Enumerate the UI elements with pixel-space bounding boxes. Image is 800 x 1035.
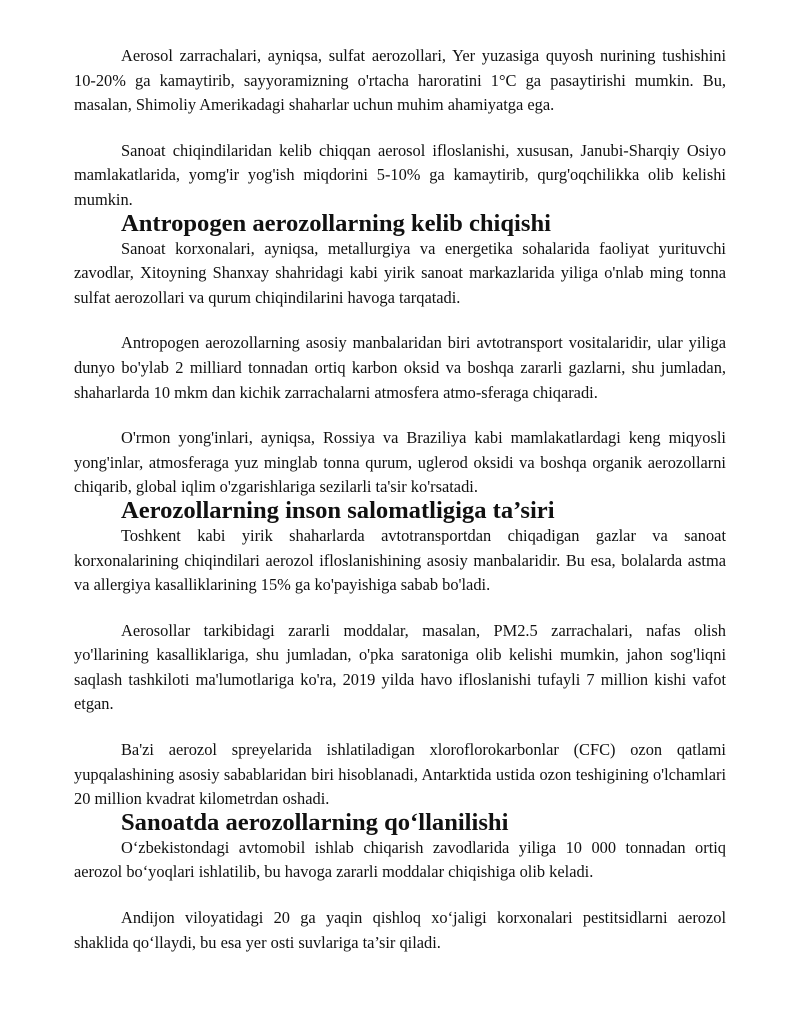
paragraph-tashkent-pollution: Toshkent kabi yirik shaharlarda avtotransportdan chiqadigan gazlar va sanoat korxonalarining chiqindilari aerozol ifloslanishining asosiy manbalaridir. Bu esa, bolalarda astma va allergiya kasalliklarining 15% ga ko'payishiga sabab bo'ladi. bbox=[74, 525, 726, 595]
paragraph-industrial-emissions: Sanoat korxonalari, ayniqsa, metallurgiya va energetika sohalarida faoliyat yurituvchi zavodlar, Xitoyning Shanxay shahridagi kabi yirik sanoat markazlarida yiliga o'nlab ming tonna sulfat aerozollari va qurum chiqindilarini havoga tarqatadi. bbox=[74, 238, 726, 307]
paragraph-pm25-health: Aerosollar tarkibidagi zararli moddalar, masalan, PM2.5 zarrachalari, nafas olish yo'llarining kasalliklariga, shu jumladan, o'pka saratoniga olib kelishi mumkin, jahon sog'liqni saqlash tashkiloti ma'lumotlariga ko'ra, 2019 yilda havo ifloslanishi tufayli 7 million kishi vafot etgan. bbox=[74, 620, 726, 714]
paragraph-aerosol-rainfall: Sanoat chiqindilaridan kelib chiqqan aerosol ifloslanishi, xususan, Janubi-Sharqiy Osiyo mamlakatlarida, yomg'ir yog'ish miqdorini 5-10% ga kamaytirib, qurg'oqchilikka olib kelishi mumkin. bbox=[74, 140, 726, 209]
heading-anthropogen-origin: Antropogen aerozollarning kelib chiqishi bbox=[121, 209, 551, 237]
heading-health-impact: Aerozollarning inson salomatligiga ta’siri bbox=[121, 496, 555, 524]
paragraph-cfc-ozone: Ba'zi aerozol spreyelarida ishlatiladigan xloroflorokarbonlar (CFC) ozon qatlami yupqalashining asosiy sabablaridan biri hisoblanadi, Antarktida ustida ozon teshigining o'lchamlari 20 million kvadrat kilometrdan oshadi. bbox=[74, 740, 726, 809]
heading-industrial-use: Sanoatda aerozollarning qo‘llanilishi bbox=[121, 808, 509, 836]
paragraph-andijon-pesticides: Andijon viloyatidagi 20 ga yaqin qishloq xo‘jaligi korxonalari pestitsidlarni aerozol shaklida qo‘llaydi, bu esa yer osti suvlariga ta’sir qiladi. bbox=[74, 908, 726, 952]
paragraph-forest-fires: O'rmon yong'inlari, ayniqsa, Rossiya va Braziliya kabi mamlakatlardagi keng miqyosli yong'inlar, atmosferaga yuz minglab tonna qurum, uglerod oksidi va boshqa organik aerozollarni chiqarib, global iqlim o'zgarishlariga sezilarli ta'sir ko'rsatadi. bbox=[74, 428, 726, 497]
paragraph-aerosol-cooling: Aerosol zarrachalari, ayniqsa, sulfat aerozollari, Yer yuzasiga quyosh nurining tushishini 10-20% ga kamaytirib, sayyoramizning o'rtacha haroratini 1°C ga pasaytirishi mumkin. Bu, masalan, Shimoliy Amerikadagi shaharlar uchun muhim ahamiyatga ega. bbox=[74, 46, 726, 115]
paragraph-transport-emissions: Antropogen aerozollarning asosiy manbalaridan biri avtotransport vositalaridir, ular yiliga dunyo bo'ylab 2 milliard tonnadan ortiq karbon oksid va boshqa zararli gazlarni, shu jumladan, shaharlarda 10 mkm dan kichik zarrachalarni atmosfera atmo-sferaga chiqaradi. bbox=[74, 333, 726, 402]
paragraph-uzbek-auto-paint: O‘zbekistondagi avtomobil ishlab chiqarish zavodlarida yiliga 10 000 tonnadan ortiq aerozol bo‘yoqlari ishlatilib, bu havoga zararli moddalar chiqishiga olib keladi. bbox=[74, 837, 726, 882]
